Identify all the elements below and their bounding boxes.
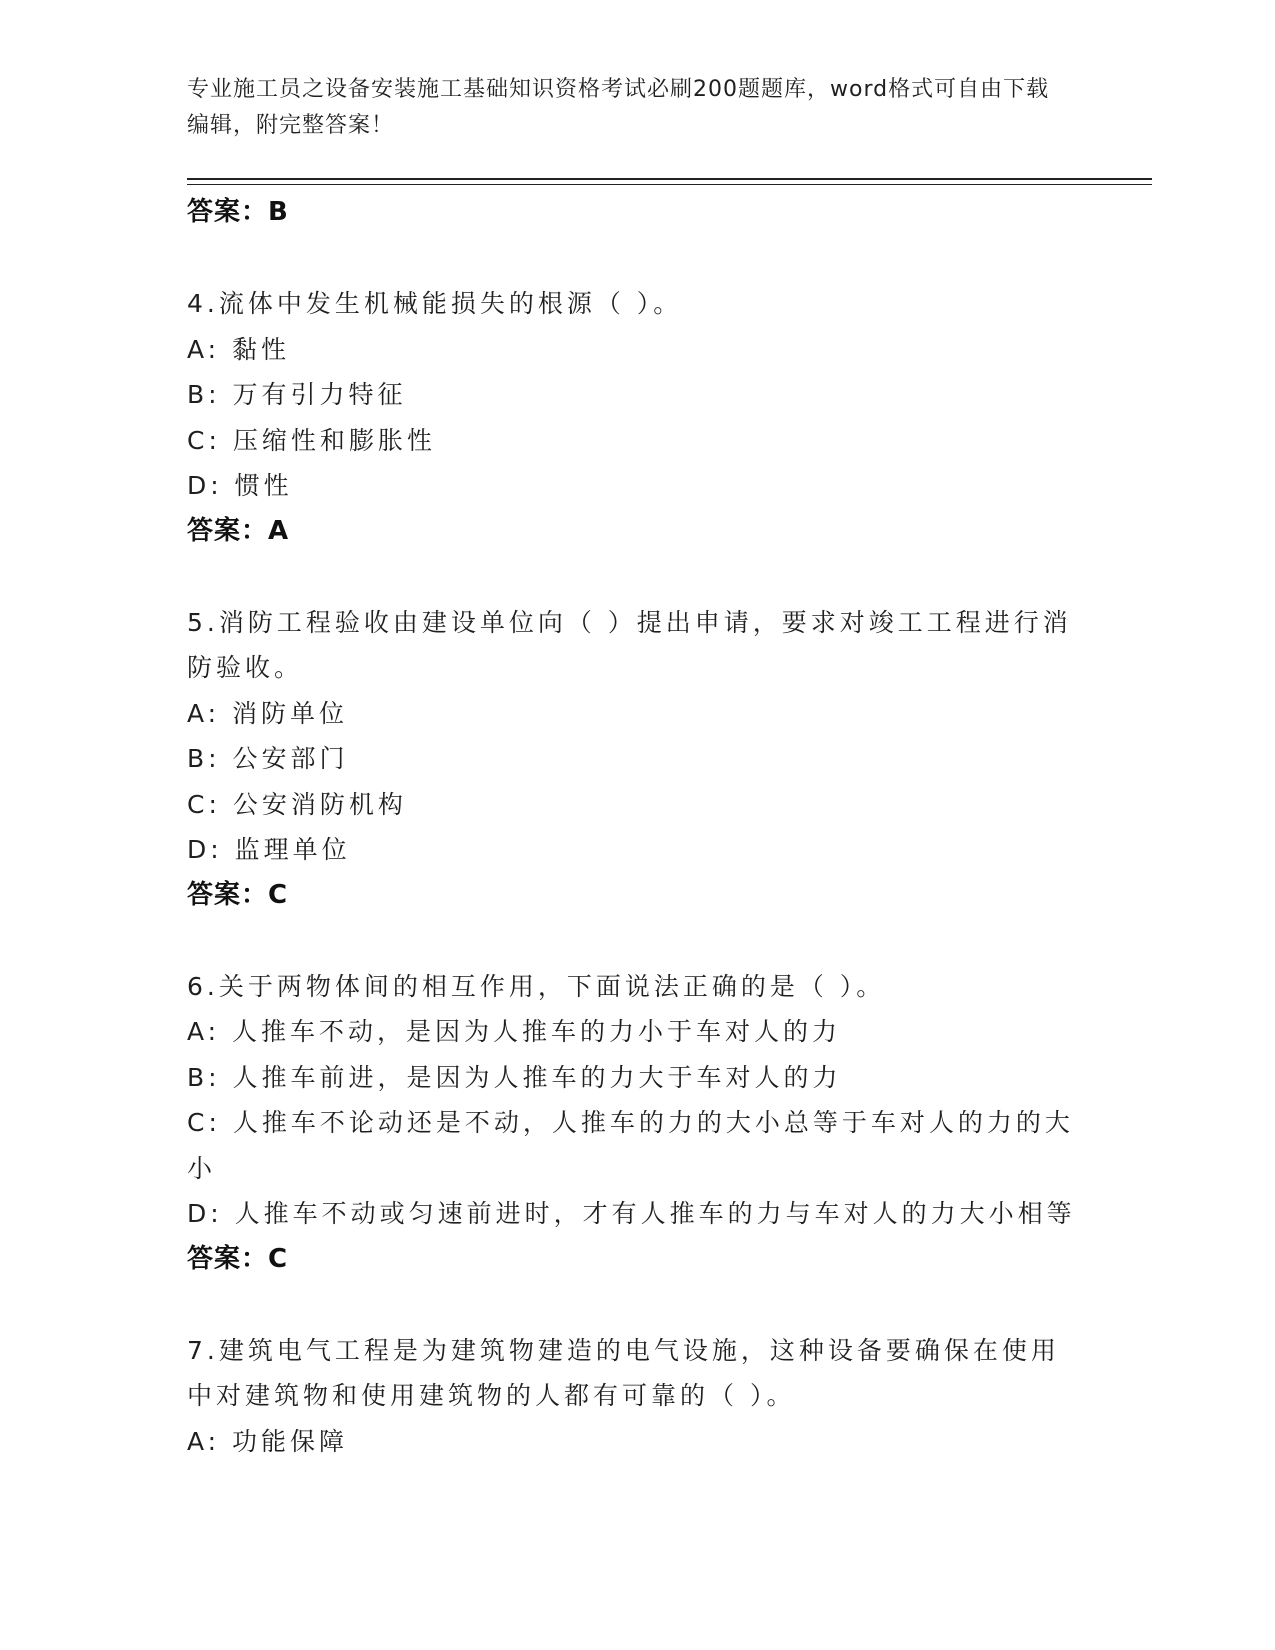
option-c: C: 压缩性和膨胀性 bbox=[187, 425, 436, 455]
question-block bbox=[187, 600, 1077, 918]
option-d: D: 人推车不动或匀速前进时，才有人推车的力与车对人的力大小相等 bbox=[187, 1199, 1076, 1228]
answer-line: 答案：A bbox=[187, 515, 290, 546]
answer-line: 答案：C bbox=[187, 879, 289, 910]
option-a: A: 功能保障 bbox=[187, 1426, 349, 1456]
question-block bbox=[187, 281, 1077, 554]
answer-line: 答案：C bbox=[187, 1243, 289, 1274]
document-header: 专业施工员之设备安装施工基础知识资格考试必刷200题题库，word格式可自由下载编辑，附完整答案！ bbox=[187, 77, 1050, 138]
question-list bbox=[187, 190, 1077, 1464]
question-text: 6.关于两物体间的相互作用，下面说法正确的是（ ）。 bbox=[187, 971, 886, 1001]
question-block bbox=[187, 964, 1077, 1282]
option-b: B: 公安部门 bbox=[187, 744, 349, 773]
option-d: D: 惯性 bbox=[187, 471, 293, 500]
question-text: 5.消防工程验收由建设单位向（ ）提出申请，要求对竣工工程进行消防验收。 bbox=[187, 607, 1072, 682]
option-c: C: 公安消防机构 bbox=[187, 789, 407, 819]
option-a: A: 黏性 bbox=[187, 334, 291, 364]
header-rule bbox=[187, 178, 1152, 180]
question-block bbox=[187, 1328, 1077, 1465]
option-a: A: 人推车不动，是因为人推车的力小于车对人的力 bbox=[187, 1017, 842, 1046]
option-b: B: 人推车前进，是因为人推车的力大于车对人的力 bbox=[187, 1062, 842, 1092]
header-rule-secondary bbox=[187, 184, 1152, 185]
option-d: D: 监理单位 bbox=[187, 835, 351, 864]
question-text: 4.流体中发生机械能损失的根源（ ）。 bbox=[187, 289, 683, 318]
option-b: B: 万有引力特征 bbox=[187, 380, 407, 409]
question-text: 7.建筑电气工程是为建筑物建造的电气设施，这种设备要确保在使用中对建筑物和使用建筑物的人都有可靠的（ ）。 bbox=[187, 1335, 1060, 1410]
option-a: A: 消防单位 bbox=[187, 698, 349, 728]
option-c: C: 人推车不论动还是不动，人推车的力的大小总等于车对人的力的大小 bbox=[187, 1108, 1074, 1183]
answer-line: 答案：B bbox=[187, 197, 289, 227]
